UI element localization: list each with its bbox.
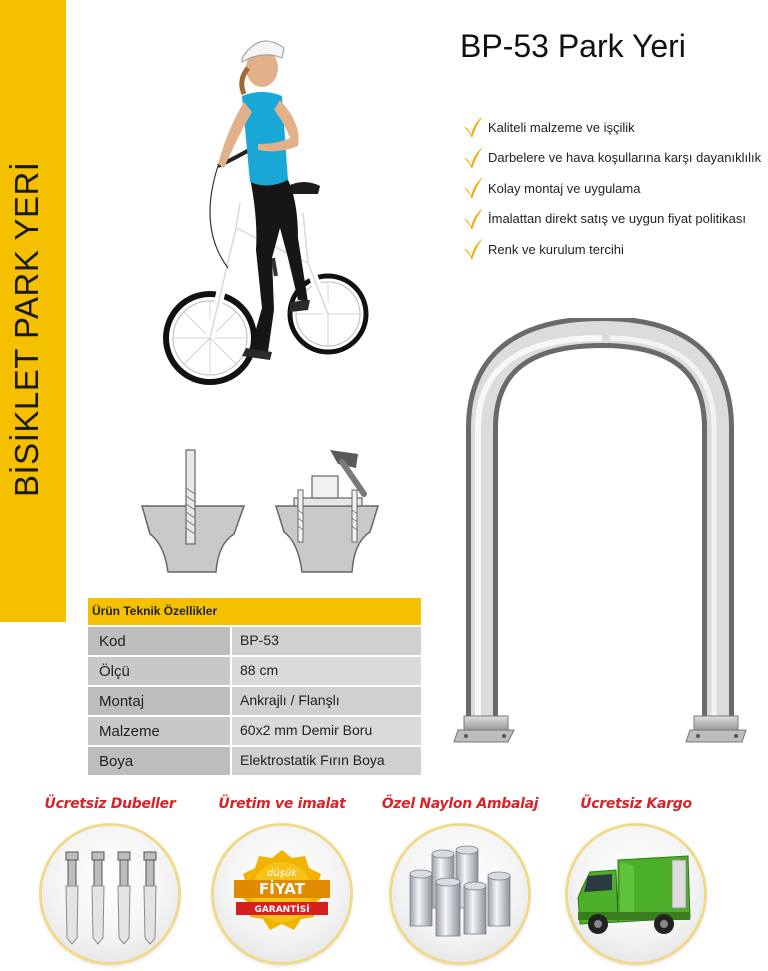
checkmark-icon <box>462 176 484 200</box>
feature-text: İmalattan direkt satış ve uygun fiyat politikası <box>488 211 746 227</box>
badge-label: Ücretsiz Kargo <box>580 796 692 812</box>
badge-production <box>202 796 362 971</box>
spec-row <box>88 717 421 746</box>
badge-free-shipping <box>556 796 716 971</box>
spec-table <box>88 598 421 775</box>
feature-list <box>462 112 768 265</box>
badge-circle <box>42 826 178 962</box>
spec-key: Montaj <box>88 687 230 716</box>
badge-packaging <box>380 796 540 971</box>
price-guarantee-icon <box>214 826 350 962</box>
feature-item <box>462 234 768 265</box>
flange-install-diagram <box>272 448 384 578</box>
side-band <box>0 0 66 622</box>
feature-text: Darbelere ve hava koşullarına karşı dayanıklılık <box>488 150 762 166</box>
badge-circle <box>568 826 704 962</box>
seal-text-bottom: GARANTİSİ <box>254 905 310 915</box>
feature-item <box>462 173 768 204</box>
seal-text-top: düşük <box>266 868 298 879</box>
spec-value: 88 cm <box>232 657 421 686</box>
feature-text: Kaliteli malzeme ve işçilik <box>488 119 635 135</box>
checkmark-icon <box>462 115 484 139</box>
badge-label: Özel Naylon Ambalaj <box>381 796 539 812</box>
checkmark-icon <box>462 237 484 261</box>
cyclist-photo <box>158 18 373 406</box>
page-title: BP-53 Park Yeri <box>460 28 686 64</box>
badge-circle <box>214 826 350 962</box>
feature-text: Kolay montaj ve uygulama <box>488 180 641 196</box>
badge-free-anchors <box>30 796 190 971</box>
spec-value: 60x2 mm Demir Boru <box>232 717 421 746</box>
badge-label: Ücretsiz Dubeller <box>44 796 176 812</box>
checkmark-icon <box>462 207 484 231</box>
badge-label: Üretim ve imalat <box>218 796 346 812</box>
spec-rows <box>88 627 421 776</box>
badge-circle <box>392 826 528 962</box>
spec-key: Malzeme <box>88 717 230 746</box>
spec-row <box>88 747 421 776</box>
wrapped-rolls-icon <box>392 826 528 962</box>
spec-row <box>88 627 421 656</box>
feature-item <box>462 112 768 143</box>
spec-value: Ankrajlı / Flanşlı <box>232 687 421 716</box>
spec-table-header: Ürün Teknik Özellikler <box>88 598 421 625</box>
side-title: BİSİKLET PARK YERİ <box>8 161 45 497</box>
bike-rack-product <box>450 318 750 748</box>
screw-anchors-icon <box>42 826 178 962</box>
delivery-truck-icon <box>568 826 704 962</box>
spec-value: Elektrostatik Fırın Boya <box>232 747 421 776</box>
spec-key: Ölçü <box>88 657 230 686</box>
spec-key: Kod <box>88 627 230 656</box>
feature-text: Renk ve kurulum tercihi <box>488 241 624 257</box>
spec-key: Boya <box>88 747 230 776</box>
spec-value: BP-53 <box>232 627 421 656</box>
seal-text-middle: FİYAT <box>259 880 305 898</box>
spec-row <box>88 687 421 716</box>
checkmark-icon <box>462 146 484 170</box>
spec-row <box>88 657 421 686</box>
feature-item <box>462 204 768 235</box>
feature-item <box>462 143 768 174</box>
anchor-install-diagram <box>138 448 250 578</box>
